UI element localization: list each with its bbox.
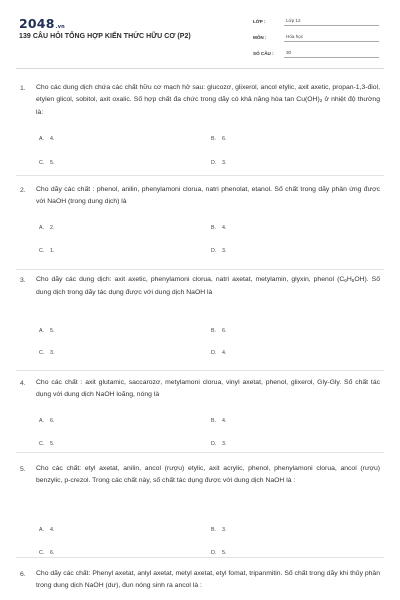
option-b[interactable]: B. 6.	[211, 328, 227, 334]
option-d[interactable]: D. 4.	[211, 350, 227, 356]
question-number: 6.	[20, 571, 26, 578]
meta-class-label: LỚP :	[253, 19, 266, 24]
option-d[interactable]: D. 3.	[211, 441, 227, 447]
answer-options	[20, 487, 380, 556]
option-a[interactable]: A. 5.	[39, 328, 55, 334]
option-a[interactable]: A. 4.	[39, 527, 55, 533]
answer-options	[20, 299, 380, 359]
question-1	[20, 85, 380, 179]
option-c[interactable]: C. 5.	[39, 441, 55, 447]
question-divider	[16, 175, 384, 176]
site-logo[interactable]	[19, 16, 65, 31]
option-d[interactable]: D. 5.	[211, 550, 227, 556]
logo-suffix: .vn	[55, 24, 65, 30]
question-2	[20, 187, 380, 268]
question-text: Cho dãy các chất : phenol, anilin, phenylamoni clorua, natri phenolat, etanol. Số chất trong dãy phản ứng được với NaOH (trong dung dịch) là	[36, 186, 380, 205]
option-a[interactable]: A. 4.	[39, 136, 55, 142]
option-a[interactable]: A. 2.	[39, 225, 55, 231]
answer-options	[20, 119, 380, 179]
document-title: 139 CÂU HỎI TỔNG HỢP KIẾN THỨC HỮU CƠ (P2)	[19, 33, 191, 40]
question-text: Cho các dung dịch chứa các chất hữu cơ mạch hở sau: glucozơ, glixerol, ancol etylic, axit axetic, propan-1,3-điol, etylen glicol, sobitol, axit oxalic. Số hợp chất đa chức trong dãy có khả năng hòa $\tan Cu(OH)_2$ ở nhiệt độ thường là:	[36, 84, 380, 116]
question-text: Cho dãy các dung dịch: axit axetic, phenylamoni clorua, natri axetat, metylamin, glyxin, phenol $(C_6H_5OH)$. Số dung dịch trong dãy tác dụng được với dung dịch NaOH là	[36, 276, 380, 296]
option-c[interactable]: C. 3.	[39, 350, 55, 356]
option-c[interactable]: C. 1.	[39, 248, 55, 254]
question-number: 5.	[20, 466, 26, 473]
meta-subject-row	[253, 28, 379, 42]
question-text: Cho các chất: etyl axetat, anilin, ancol (rượu) etylic, axit acrylic, phenol, phenylamoni clorua, ancol (rượu) benzylic, p-crezol. Trong các chất này, số chất tác dụng được với dung dịch NaOH là :	[36, 465, 380, 484]
header-divider	[16, 68, 384, 69]
option-c[interactable]: C. 5.	[39, 160, 55, 166]
meta-count-value: 30	[284, 50, 379, 58]
question-4	[20, 380, 380, 461]
option-b[interactable]: B. 6.	[211, 136, 227, 142]
question-divider	[16, 269, 384, 270]
option-b[interactable]: B. 4.	[211, 225, 227, 231]
question-3	[20, 277, 380, 359]
question-number: 4.	[20, 380, 26, 387]
meta-subject-value: Hóa học	[284, 34, 379, 42]
question-text: Cho các chất : axit glutamic, saccarozơ, metylamoni clorua, vinyl axetat, phenol, glixerol, Gly-Gly. Số chất tác dụng với dung dịch NaOH loãng, nóng là	[36, 379, 380, 398]
question-divider	[16, 452, 384, 453]
option-a[interactable]: A. 6.	[39, 418, 55, 424]
question-6	[20, 571, 380, 592]
option-d[interactable]: D. 3.	[211, 160, 227, 166]
question-divider	[16, 370, 384, 371]
question-number: 1.	[20, 85, 26, 92]
question-text: Cho dãy các chất: Phenyl axetat, anlyl axetat, metyl axetat, etyl fomat, tripanmitin. Số chất trong dãy khi thủy phân trong dung dịch NaOH (dư), đun nóng sinh ra ancol là :	[36, 570, 380, 589]
meta-class-value: Lớp 12	[284, 18, 379, 26]
answer-options	[20, 208, 380, 268]
meta-subject-label: MÔN :	[253, 35, 267, 40]
meta-count-label: SỐ CÂU :	[253, 51, 274, 56]
question-5	[20, 465, 380, 556]
question-number: 3.	[20, 277, 26, 284]
question-divider	[16, 557, 384, 558]
option-c[interactable]: C. 6.	[39, 550, 55, 556]
question-number: 2.	[20, 187, 26, 194]
meta-class-row	[253, 12, 379, 26]
logo-main: 2048	[19, 16, 55, 31]
option-d[interactable]: D. 3.	[211, 248, 227, 254]
option-b[interactable]: B. 3.	[211, 527, 227, 533]
option-b[interactable]: B. 4.	[211, 418, 227, 424]
meta-count-row	[253, 44, 379, 58]
